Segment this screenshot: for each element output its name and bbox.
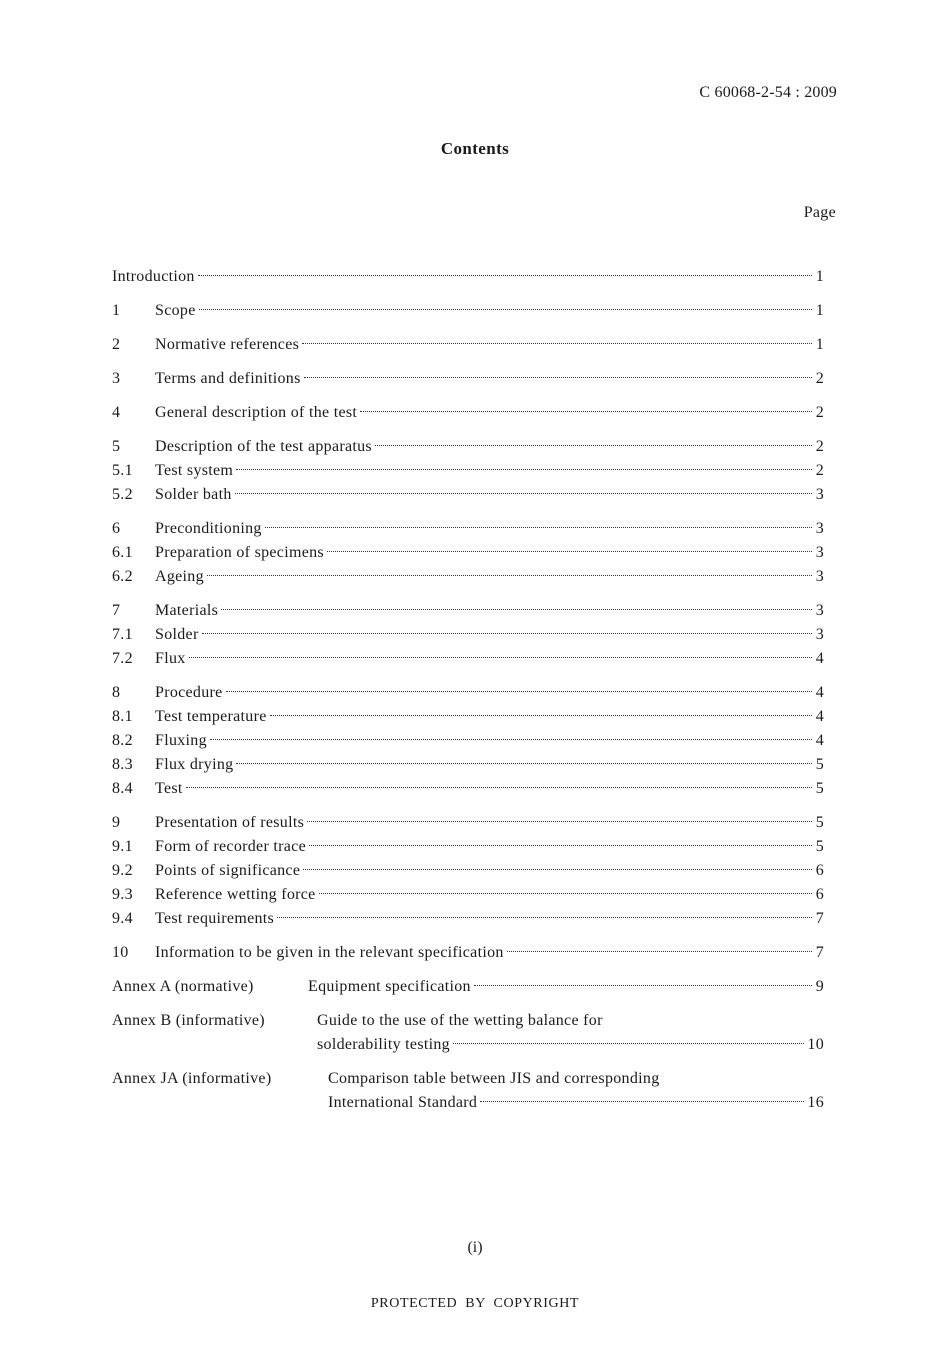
toc-number: 5.1 xyxy=(112,462,133,479)
toc-entry-9-1[interactable] xyxy=(112,835,824,859)
toc-entry-introduction[interactable] xyxy=(112,265,824,289)
dot-leader xyxy=(189,657,812,658)
toc-label: Introduction xyxy=(112,268,195,285)
toc-entry-6-1[interactable] xyxy=(112,541,824,565)
dot-leader xyxy=(304,377,812,378)
toc-label: Scope xyxy=(155,302,196,319)
page-number: (i) xyxy=(467,1239,483,1256)
toc-label: Materials xyxy=(155,602,219,619)
dot-leader xyxy=(186,787,812,788)
dot-leader xyxy=(226,691,812,692)
toc-label: Test temperature xyxy=(155,708,267,725)
toc-entry-9[interactable] xyxy=(112,811,824,835)
toc-page: 1 xyxy=(815,302,824,319)
toc-number: 7.1 xyxy=(112,626,133,643)
dot-leader xyxy=(360,411,812,412)
toc-entry-7-2[interactable] xyxy=(112,647,824,671)
toc-number: 4 xyxy=(112,404,121,421)
toc-label-line-1: Comparison table between JIS and corresponding xyxy=(328,1070,660,1087)
toc-number: 8 xyxy=(112,684,121,701)
toc-number: 7 xyxy=(112,602,121,619)
toc-label: Fluxing xyxy=(155,732,207,749)
toc-page: 16 xyxy=(807,1094,824,1111)
toc-number: 9.1 xyxy=(112,838,133,855)
toc-entry-6[interactable] xyxy=(112,517,824,541)
toc-page: 5 xyxy=(815,780,824,797)
toc-number: 1 xyxy=(112,302,121,319)
toc-number: 9.2 xyxy=(112,862,133,879)
dot-leader xyxy=(474,985,812,986)
toc-page: 5 xyxy=(815,814,824,831)
toc-entry-8-3[interactable] xyxy=(112,753,824,777)
dot-leader xyxy=(453,1043,804,1044)
toc-number: 3 xyxy=(112,370,121,387)
copyright-notice: PROTECTED BY COPYRIGHT xyxy=(370,1296,580,1311)
toc-page: 7 xyxy=(815,944,824,961)
dot-leader xyxy=(303,869,812,870)
toc-number: 10 xyxy=(112,944,129,961)
toc-page: 4 xyxy=(815,650,824,667)
toc-number: 9.3 xyxy=(112,886,133,903)
toc-page: 10 xyxy=(807,1036,824,1053)
toc-entry-annex-b-cont[interactable] xyxy=(112,1033,824,1057)
dot-leader xyxy=(199,309,812,310)
dot-leader xyxy=(375,445,812,446)
toc-page: 5 xyxy=(815,756,824,773)
toc-number: 7.2 xyxy=(112,650,133,667)
table-of-contents xyxy=(112,265,824,1115)
toc-page: 2 xyxy=(815,462,824,479)
toc-label: General description of the test xyxy=(155,404,358,421)
dot-leader xyxy=(319,893,812,894)
toc-label-line-2: solderability testing xyxy=(317,1036,450,1053)
toc-page: 4 xyxy=(815,708,824,725)
toc-entry-6-2[interactable] xyxy=(112,565,824,589)
dot-leader xyxy=(198,275,812,276)
toc-page: 3 xyxy=(815,602,824,619)
toc-entry-9-4[interactable] xyxy=(112,907,824,931)
toc-page: 2 xyxy=(815,370,824,387)
toc-page: 3 xyxy=(815,568,824,585)
toc-page: 3 xyxy=(815,520,824,537)
toc-page: 1 xyxy=(815,336,824,353)
toc-number: 6.2 xyxy=(112,568,133,585)
toc-label: Preparation of specimens xyxy=(155,544,324,561)
toc-page: 3 xyxy=(815,544,824,561)
toc-number: 8.4 xyxy=(112,780,133,797)
toc-number: 2 xyxy=(112,336,121,353)
dot-leader xyxy=(265,527,812,528)
toc-number: 6.1 xyxy=(112,544,133,561)
toc-label: Presentation of results xyxy=(155,814,305,831)
document-id: C 60068-2-54 : 2009 xyxy=(699,84,837,101)
toc-page: 2 xyxy=(815,404,824,421)
toc-entry-annex-a[interactable] xyxy=(112,975,824,999)
toc-entry-9-3[interactable] xyxy=(112,883,824,907)
dot-leader xyxy=(480,1101,804,1102)
toc-label: Ageing xyxy=(155,568,204,585)
toc-number: 9 xyxy=(112,814,121,831)
toc-entry-2[interactable] xyxy=(112,333,824,357)
annex-heading: Annex JA (informative) xyxy=(112,1070,272,1087)
toc-number: 5.2 xyxy=(112,486,133,503)
toc-label-line-1: Guide to the use of the wetting balance for xyxy=(317,1012,603,1029)
dot-leader xyxy=(236,469,812,470)
dot-leader xyxy=(309,845,812,846)
dot-leader xyxy=(507,951,812,952)
dot-leader xyxy=(221,609,812,610)
toc-page: 3 xyxy=(815,486,824,503)
toc-page: 6 xyxy=(815,886,824,903)
toc-entry-7-1[interactable] xyxy=(112,623,824,647)
dot-leader xyxy=(235,493,812,494)
toc-label-line-2: International Standard xyxy=(328,1094,478,1111)
toc-entry-7[interactable] xyxy=(112,599,824,623)
toc-label: Test system xyxy=(155,462,234,479)
page-column-heading: Page xyxy=(803,204,836,221)
toc-entry-9-2[interactable] xyxy=(112,859,824,883)
toc-page: 6 xyxy=(815,862,824,879)
dot-leader xyxy=(302,343,812,344)
toc-label: Information to be given in the relevant specification xyxy=(155,944,504,961)
toc-entry-8-2[interactable] xyxy=(112,729,824,753)
dot-leader xyxy=(327,551,812,552)
toc-entry-8-4[interactable] xyxy=(112,777,824,801)
dot-leader xyxy=(202,633,812,634)
toc-page: 1 xyxy=(815,268,824,285)
toc-entry-5-2[interactable] xyxy=(112,483,824,507)
toc-entry-5[interactable] xyxy=(112,435,824,459)
dot-leader xyxy=(207,575,812,576)
toc-label: Equipment specification xyxy=(308,978,471,995)
toc-entry-annex-b[interactable] xyxy=(112,1009,824,1033)
toc-label: Test requirements xyxy=(155,910,275,927)
toc-entry-8[interactable] xyxy=(112,681,824,705)
dot-leader xyxy=(210,739,812,740)
toc-page: 4 xyxy=(815,684,824,701)
toc-number: 5 xyxy=(112,438,121,455)
toc-label: Preconditioning xyxy=(155,520,262,537)
toc-entry-4[interactable] xyxy=(112,401,824,425)
toc-page: 7 xyxy=(815,910,824,927)
toc-label: Solder xyxy=(155,626,199,643)
toc-label: Normative references xyxy=(155,336,300,353)
dot-leader xyxy=(236,763,812,764)
toc-page: 3 xyxy=(815,626,824,643)
toc-number: 8.1 xyxy=(112,708,133,725)
toc-number: 6 xyxy=(112,520,121,537)
toc-number: 8.3 xyxy=(112,756,133,773)
toc-entry-annex-ja-cont[interactable] xyxy=(112,1091,824,1115)
toc-label: Reference wetting force xyxy=(155,886,316,903)
page-title: Contents xyxy=(440,139,510,158)
toc-label: Solder bath xyxy=(155,486,232,503)
toc-page: 9 xyxy=(815,978,824,995)
toc-label: Flux xyxy=(155,650,186,667)
toc-page: 4 xyxy=(815,732,824,749)
toc-page: 2 xyxy=(815,438,824,455)
toc-label: Flux drying xyxy=(155,756,234,773)
dot-leader xyxy=(307,821,812,822)
toc-label: Form of recorder trace xyxy=(155,838,306,855)
annex-heading: Annex B (informative) xyxy=(112,1012,265,1029)
toc-entry-annex-ja[interactable] xyxy=(112,1067,824,1091)
toc-number: 8.2 xyxy=(112,732,133,749)
annex-heading: Annex A (normative) xyxy=(112,978,254,995)
toc-entry-10[interactable] xyxy=(112,941,824,965)
toc-label: Test xyxy=(155,780,183,797)
toc-entry-1[interactable] xyxy=(112,299,824,323)
toc-number: 9.4 xyxy=(112,910,133,927)
dot-leader xyxy=(270,715,812,716)
toc-entry-8-1[interactable] xyxy=(112,705,824,729)
toc-label: Procedure xyxy=(155,684,223,701)
dot-leader xyxy=(277,917,812,918)
toc-entry-3[interactable] xyxy=(112,367,824,391)
toc-entry-5-1[interactable] xyxy=(112,459,824,483)
toc-page: 5 xyxy=(815,838,824,855)
toc-label: Terms and definitions xyxy=(155,370,301,387)
toc-label: Description of the test apparatus xyxy=(155,438,372,455)
toc-label: Points of significance xyxy=(155,862,301,879)
